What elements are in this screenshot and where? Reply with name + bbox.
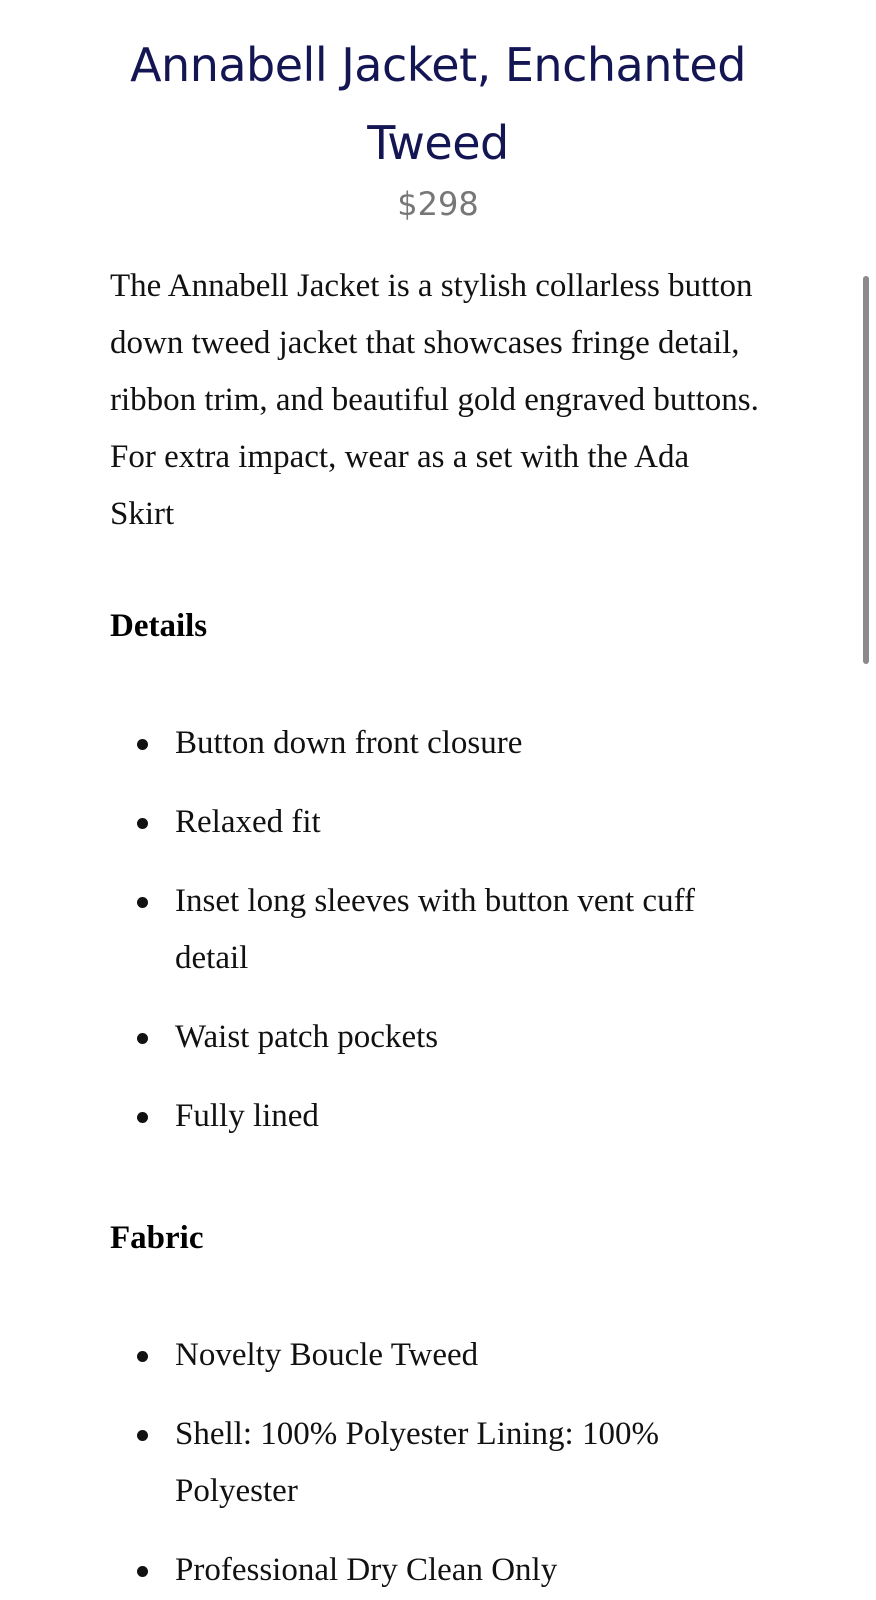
list-item bbox=[110, 715, 760, 772]
list-item bbox=[110, 794, 760, 851]
product-title: Annabell Jacket, Enchanted Tweed bbox=[130, 38, 746, 170]
list-item-text: Fully lined bbox=[175, 1098, 319, 1134]
product-description: The Annabell Jacket is a stylish collarless button down tweed jacket that showcases fringe detail, ribbon trim, and beautiful gold engraved buttons. For extra impact, wear as a set with the Ada Skirt bbox=[110, 268, 759, 532]
product-price: $298 bbox=[397, 185, 479, 223]
bullet-icon bbox=[137, 1033, 148, 1044]
bullet-icon bbox=[137, 1430, 148, 1441]
list-item-text: Button down front closure bbox=[175, 725, 523, 761]
list-item bbox=[110, 1009, 760, 1066]
list-item-text: Inset long sleeves with button vent cuff detail bbox=[175, 883, 695, 976]
bullet-icon bbox=[137, 1112, 148, 1123]
list-item bbox=[110, 873, 760, 987]
list-item bbox=[110, 1406, 760, 1520]
list-item-text: Waist patch pockets bbox=[175, 1019, 439, 1055]
bullet-icon bbox=[137, 897, 148, 908]
details-heading: Details bbox=[110, 608, 208, 644]
list-item-text: Professional Dry Clean Only bbox=[175, 1552, 558, 1588]
list-item-text: Shell: 100% Polyester Lining: 100% Polyester bbox=[175, 1416, 659, 1509]
bullet-icon bbox=[137, 739, 148, 750]
fabric-heading: Fabric bbox=[110, 1220, 204, 1256]
list-item-text: Relaxed fit bbox=[175, 804, 321, 840]
list-item bbox=[110, 1542, 760, 1599]
bullet-icon bbox=[137, 1351, 148, 1362]
list-item bbox=[110, 1088, 760, 1145]
list-item bbox=[110, 1327, 760, 1384]
details-list bbox=[110, 715, 760, 1167]
list-item-text: Novelty Boucle Tweed bbox=[175, 1337, 479, 1373]
scrollbar-thumb[interactable] bbox=[863, 276, 869, 664]
bullet-icon bbox=[137, 1566, 148, 1577]
bullet-icon bbox=[137, 818, 148, 829]
fabric-list bbox=[110, 1327, 760, 1600]
